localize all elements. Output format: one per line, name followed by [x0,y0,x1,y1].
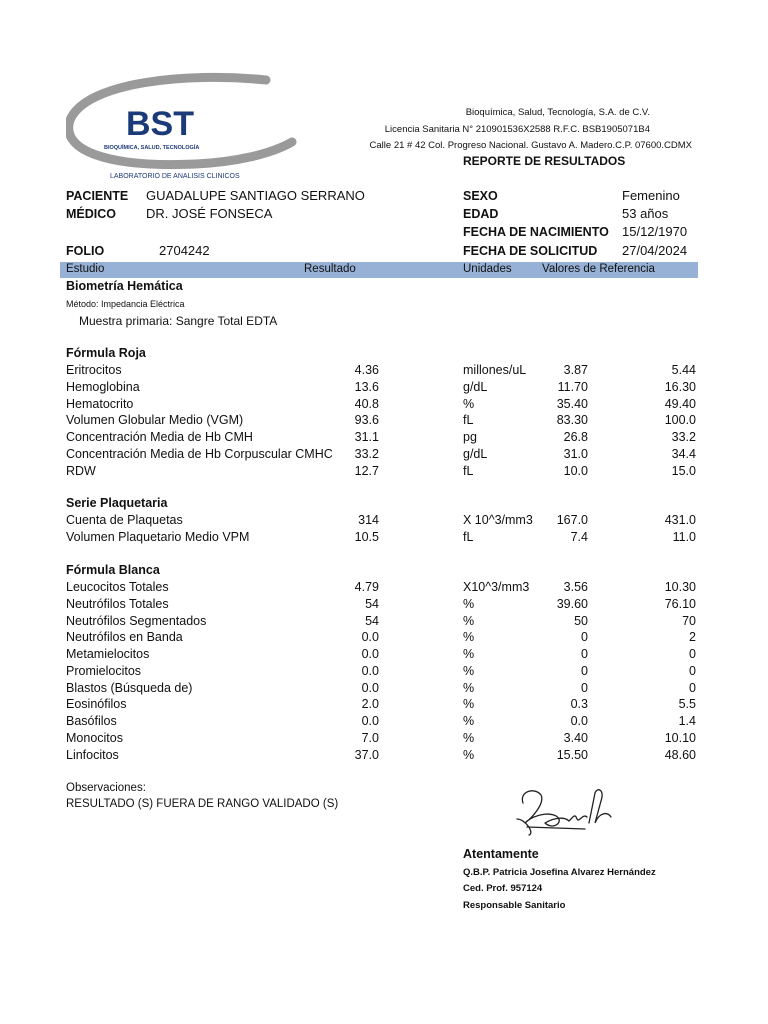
reference-max: 0 [689,647,696,661]
study-sample: Muestra primaria: Sangre Total EDTA [79,314,278,328]
reference-min: 0 [581,680,588,695]
reference-min: 26.8 [563,430,588,444]
result-row [0,413,768,429]
test-result: 0.0 [361,647,379,661]
reference-min: 0.3 [570,697,588,712]
reference-max: 48.60 [664,747,696,762]
logo-tagline: BIOQUÍMICA, SALUD, TECNOLOGÍA [104,145,200,151]
logo-graphic [66,72,298,182]
reference-min: 10.0 [563,463,588,478]
signature-license: Ced. Prof. 957124 [463,883,543,894]
medico-label: MÉDICO [66,207,116,221]
section-title: Serie Plaquetaria [66,496,168,510]
test-unit: fL [463,413,474,428]
study-method: Método: Impedancia Eléctrica [66,299,185,309]
reference-max: 16.30 [664,379,696,394]
test-name: Volumen Plaquetario Medio VPM [66,529,250,544]
folio-value: 2704242 [159,243,210,258]
test-name: Concentración Media de Hb Corpuscular CMHC [66,446,333,461]
test-unit: % [463,613,475,628]
test-result: 40.8 [354,396,379,411]
result-row [0,664,768,680]
reference-min: 0 [581,663,588,678]
test-name: Monocitos [66,730,123,745]
result-row [0,748,768,764]
reference-max: 49.40 [664,396,696,411]
reference-min: 0 [581,630,588,645]
test-name: Linfocitos [66,747,119,762]
folio-label: FOLIO [66,244,105,258]
test-unit: g/dL [463,446,488,461]
result-row [0,464,768,480]
result-row [0,580,768,596]
result-row [0,714,768,730]
nacimiento-label: FECHA DE NACIMIENTO [463,225,609,239]
reference-max: 1.4 [678,714,696,728]
paciente-value: GUADALUPE SANTIAGO SERRANO [146,188,365,203]
reference-max: 15.0 [671,463,696,478]
logo-brand: BST [126,105,194,143]
results-table-header [60,262,698,278]
test-unit: % [463,730,475,745]
header-unidades: Unidades [463,263,512,275]
result-row [0,697,768,713]
test-name: Neutrófilos en Banda [66,630,183,645]
sexo-value: Femenino [622,188,680,203]
test-name: Neutrófilos Segmentados [66,613,207,628]
reference-min: 50 [574,613,588,628]
reference-min: 3.40 [563,730,588,745]
reference-min: 39.60 [556,596,588,611]
test-result: 54 [365,596,379,611]
test-result: 314 [358,513,379,527]
result-row [0,597,768,613]
reference-max: 431.0 [664,513,696,527]
test-unit: % [463,697,475,712]
reference-min: 167.0 [556,513,588,527]
test-name: Volumen Globular Medio (VGM) [66,413,244,428]
test-result: 0.0 [361,630,379,645]
company-license: Licencia Sanitaria N° 210901536X2588 R.F.C. BSB1905071B4 [384,124,650,135]
edad-label: EDAD [463,207,499,221]
test-result: 31.1 [354,430,379,444]
test-result: 37.0 [354,747,379,762]
result-row [0,647,768,663]
test-name: Eosinófilos [66,697,127,712]
reference-min: 83.30 [556,413,588,428]
lab-logo [66,72,298,182]
section-title: Fórmula Roja [66,346,146,360]
observations-label: Observaciones: [66,782,146,794]
reference-max: 10.30 [664,580,696,594]
test-result: 0.0 [361,680,379,695]
sexo-label: SEXO [463,189,498,203]
company-name: Bioquímica, Salud, Tecnología, S.A. de C.V. [465,107,650,118]
test-unit: millones/uL [463,363,527,377]
test-unit: % [463,647,475,661]
reference-min: 31.0 [563,446,588,461]
test-unit: % [463,680,475,695]
test-result: 4.36 [354,363,379,377]
reference-max: 5.44 [671,363,696,377]
result-row [0,380,768,396]
solicitud-label: FECHA DE SOLICITUD [463,244,598,258]
logo-subtitle: LABORATORIO DE ANALISIS CLINICOS [110,173,240,180]
reference-max: 34.4 [671,446,696,461]
reference-min: 0 [581,647,588,661]
reference-max: 0 [689,680,696,695]
reference-max: 10.10 [664,730,696,745]
test-result: 2.0 [361,697,379,712]
test-result: 7.0 [361,730,379,745]
test-unit: pg [463,430,477,444]
result-row [0,681,768,697]
test-name: Metamielocitos [66,647,150,661]
result-row [0,630,768,646]
reference-max: 11.0 [672,529,696,544]
header-referencia: Valores de Referencia [542,263,655,275]
result-row [0,513,768,529]
test-unit: % [463,630,475,645]
test-unit: % [463,663,475,678]
test-result: 33.2 [354,446,379,461]
company-address: Calle 21 # 42 Col. Progreso Nacional. Gustavo A. Madero.C.P. 07600.CDMX [369,140,692,151]
test-name: Cuenta de Plaquetas [66,513,183,527]
reference-min: 0.0 [570,714,588,728]
test-result: 0.0 [361,663,379,678]
test-unit: X 10^3/mm3 [463,513,533,527]
test-name: Neutrófilos Totales [66,596,169,611]
result-row [0,731,768,747]
test-result: 93.6 [354,413,379,428]
reference-min: 7.4 [570,529,588,544]
report-title: REPORTE DE RESULTADOS [463,154,626,168]
test-result: 13.6 [354,379,379,394]
result-row [0,397,768,413]
test-name: Concentración Media de Hb CMH [66,430,253,444]
reference-min: 15.50 [556,747,588,762]
test-name: RDW [66,463,96,478]
result-row [0,447,768,463]
header-estudio: Estudio [66,263,105,275]
reference-max: 33.2 [671,430,696,444]
result-row [0,363,768,379]
test-name: Eritrocitos [66,363,122,377]
test-unit: % [463,747,475,762]
paciente-label: PACIENTE [66,189,129,203]
test-name: Promielocitos [66,663,142,678]
test-name: Leucocitos Totales [66,580,169,594]
reference-max: 70 [682,613,696,628]
test-unit: fL [463,529,474,544]
signature-name: Q.B.P. Patricia Josefina Alvarez Hernández [463,867,656,878]
reference-min: 11.70 [557,379,588,394]
test-unit: % [463,714,475,728]
test-result: 12.7 [354,463,379,478]
test-name: Blastos (Búsqueda de) [66,680,193,695]
test-result: 54 [365,613,379,628]
observations-text: RESULTADO (S) FUERA DE RANGO VALIDADO (S) [66,798,339,810]
nacimiento-value: 15/12/1970 [622,224,688,239]
test-unit: X10^3/mm3 [463,580,530,594]
reference-max: 100.0 [664,413,696,428]
reference-max: 0 [689,663,696,678]
medico-value: DR. JOSÉ FONSECA [146,206,273,221]
signature-closing: Atentamente [463,847,539,861]
test-name: Hematocrito [66,396,134,411]
signature-role: Responsable Sanitario [463,900,566,911]
test-unit: g/dL [463,379,488,394]
test-name: Basófilos [66,714,117,728]
solicitud-value: 27/04/2024 [622,243,688,258]
test-result: 10.5 [354,529,379,544]
test-unit: % [463,396,475,411]
test-unit: % [463,596,475,611]
header-resultado: Resultado [304,263,356,275]
reference-max: 2 [689,630,696,645]
reference-min: 35.40 [556,396,588,411]
signature-image [515,783,625,845]
result-row [0,614,768,630]
test-result: 0.0 [361,714,379,728]
reference-min: 3.87 [563,363,588,377]
section-title: Fórmula Blanca [66,563,160,577]
reference-min: 3.56 [563,580,588,594]
test-result: 4.79 [354,580,379,594]
edad-value: 53 años [622,206,669,221]
result-row [0,530,768,546]
reference-max: 76.10 [664,596,696,611]
result-row [0,430,768,446]
test-unit: fL [463,463,474,478]
test-name: Hemoglobina [66,379,140,394]
reference-max: 5.5 [678,697,696,712]
study-title: Biometría Hemática [66,279,183,293]
